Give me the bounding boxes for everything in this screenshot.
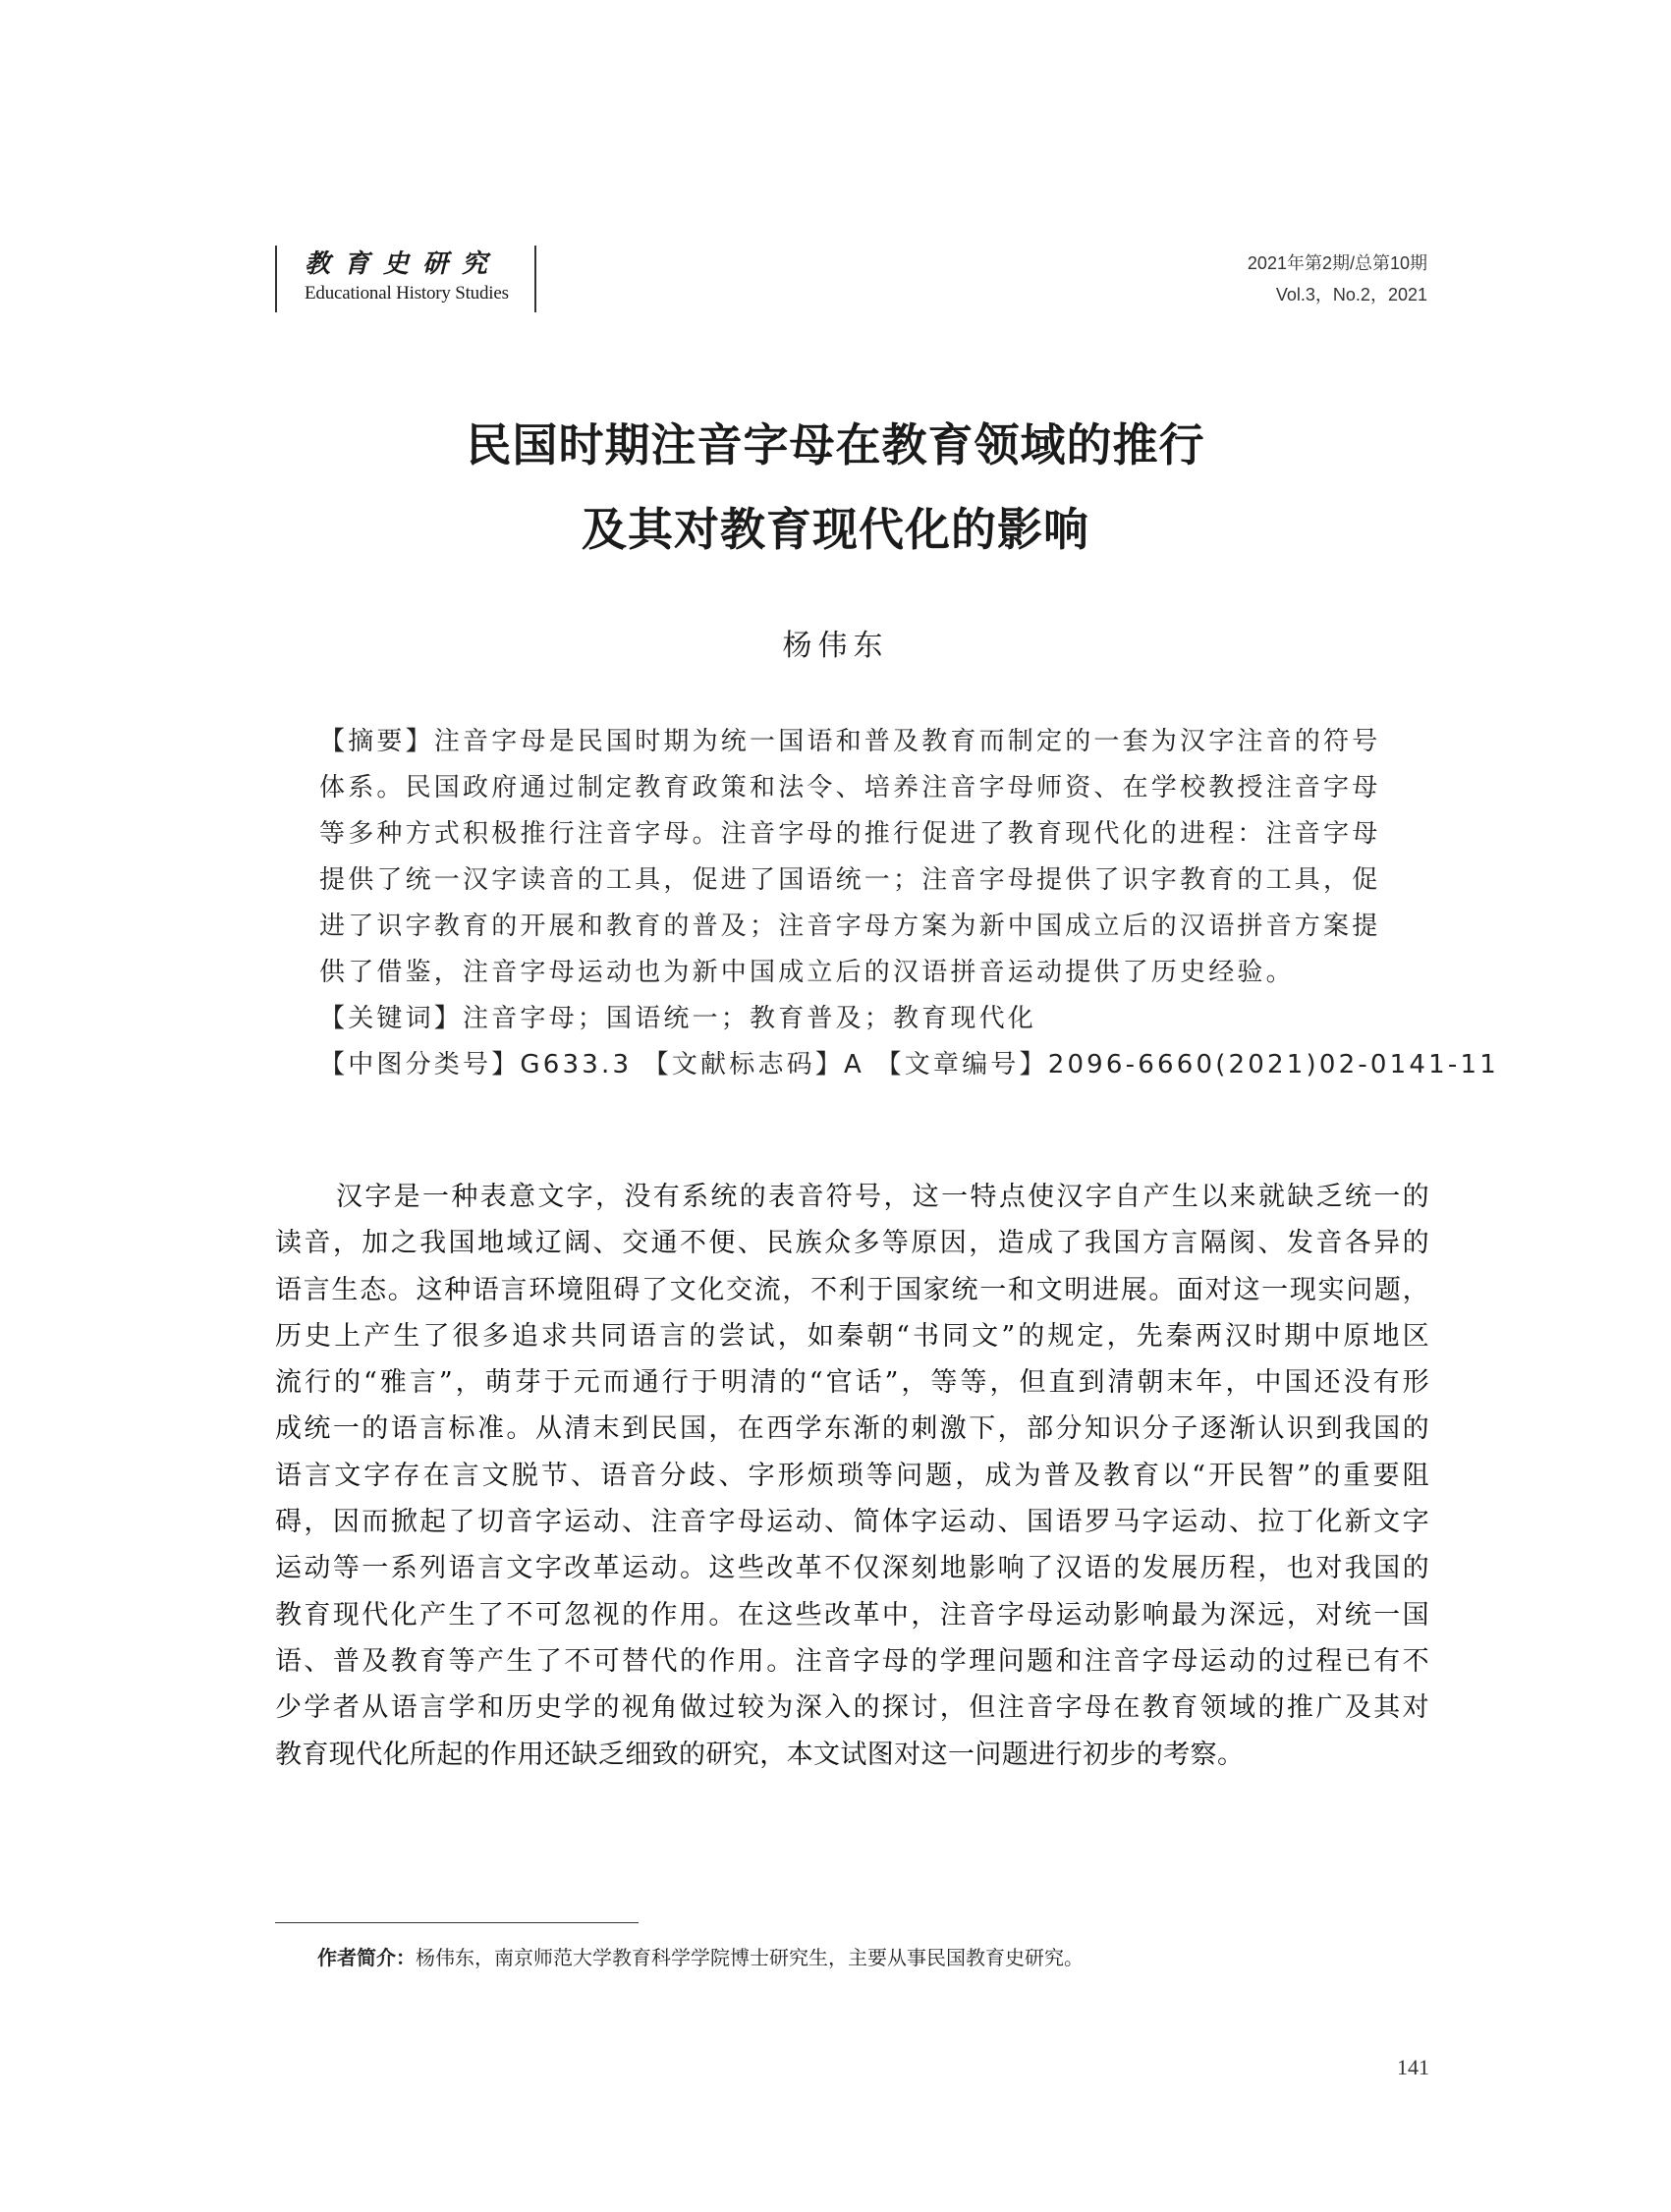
body-line: 语言文字存在言文脱节、语音分歧、字形烦琐等问题，成为普及教育以“开民智”的重要阻 [275, 1460, 1429, 1491]
body-line: 运动等一系列语言文字改革运动。这些改革不仅深刻地影响了汉语的发展历程，也对我国的 [275, 1553, 1429, 1584]
journal-masthead [275, 246, 536, 312]
journal-name-en: Educational History Studies [305, 283, 509, 304]
body-line: 语言生态。这种语言环境阻碍了文化交流，不利于国家统一和文明进展。面对这一现实问题， [275, 1274, 1429, 1305]
body-line: 教育现代化所起的作用还缺乏细致的研究，本文试图对这一问题进行初步的考察。 [275, 1739, 1245, 1770]
body-line: 少学者从语言学和历史学的视角做过较为深入的探讨，但注音字母在教育领域的推广及其对 [275, 1692, 1429, 1724]
title-line-1: 民国时期注音字母在教育领域的推行 [466, 418, 1205, 471]
body-line: 语、普及教育等产生了不可替代的作用。注音字母的学理问题和注音字母运动的过程已有不 [275, 1645, 1429, 1677]
issue-info [1248, 248, 1427, 310]
body-line: 教育现代化产生了不可忽视的作用。在这些改革中，注音字母运动影响最为深远，对统一国 [275, 1599, 1429, 1631]
journal-name-cn: 教育史研究 [305, 249, 502, 279]
abstract-line: 体系。民国政府通过制定教育政策和法令、培养注音字母师资、在学校教授注音字母 [319, 773, 1381, 802]
abstract [319, 719, 1499, 1088]
article-title [0, 403, 1671, 572]
author-name: 杨伟东 [782, 629, 889, 663]
title-line-2: 及其对教育现代化的影响 [582, 503, 1089, 556]
issue-number-cn: 2021年第2期/总第10期 [1247, 253, 1427, 273]
abstract-line: 等多种方式积极推行注音字母。注音字母的推行促进了教育现代化的进程：注音字母 [319, 819, 1381, 849]
body-line: 汉字是一种表意文字，没有系统的表音符号，这一特点使汉字自产生以来就缺乏统一的 [336, 1182, 1429, 1212]
classification-codes: 【中图分类号】G633.3 【文献标志码】A 【文章编号】2096-6660(2021)02-0141-11 [319, 1050, 1499, 1079]
footnote-text: 杨伟东，南京师范大学教育科学学院博士研究生，主要从事民国教育史研究。 [416, 1946, 1084, 1969]
keywords: 【关键词】注音字母；国语统一；教育普及；教育现代化 [319, 1004, 1037, 1033]
page-number: 141 [1397, 2055, 1429, 2079]
body-line: 流行的“雅言”，萌芽于元而通行于明清的“官话”，等等，但直到清朝末年，中国还没有形 [275, 1367, 1429, 1399]
body-line: 成统一的语言标准。从清末到民国，在西学东渐的刺激下，部分知识分子逐渐认识到我国的 [275, 1413, 1429, 1445]
issue-number-en: Vol.3，No.2，2021 [1275, 285, 1427, 304]
author-footnote [317, 1943, 1084, 1972]
body-paragraph [275, 1174, 1429, 1778]
abstract-line: 供了借鉴，注音字母运动也为新中国成立后的汉语拼音运动提供了历史经验。 [319, 958, 1295, 987]
footnote-label: 作者简介： [317, 1946, 416, 1969]
body-line: 碍，因而掀起了切音字运动、注音字母运动、简体字运动、国语罗马字运动、拉丁化新文字 [275, 1507, 1429, 1538]
body-line: 读音，加之我国地域辽阔、交通不便、民族众多等原因，造成了我国方言隔阂、发音各异的 [275, 1228, 1429, 1259]
abstract-line: 进了识字教育的开展和教育的普及；注音字母方案为新中国成立后的汉语拼音方案提 [319, 912, 1381, 941]
abstract-line: 【摘要】注音字母是民国时期为统一国语和普及教育而制定的一套为汉字注音的符号 [319, 727, 1381, 756]
footnote-divider [275, 1922, 639, 1923]
abstract-line: 提供了统一汉字读音的工具，促进了国语统一；注音字母提供了识字教育的工具，促 [319, 865, 1381, 895]
body-line: 历史上产生了很多追求共同语言的尝试，如秦朝“书同文”的规定，先秦两汉时期中原地区 [275, 1320, 1429, 1352]
